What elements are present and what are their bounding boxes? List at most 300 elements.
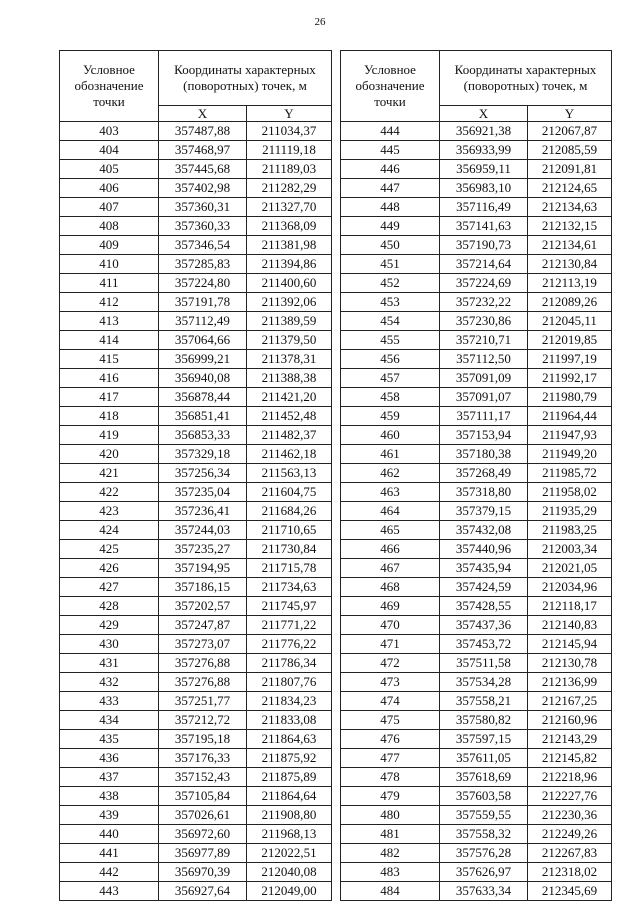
point-designation-header: Условное обозначение точки [60,51,159,122]
point-number-cell: 437 [60,768,159,787]
y-coordinate-cell: 212089,26 [528,293,612,312]
point-number-cell: 445 [341,141,440,160]
point-number-cell: 460 [341,426,440,445]
table-row [341,236,612,255]
point-number-cell: 448 [341,198,440,217]
table-row [60,863,332,882]
y-coordinate-cell: 211368,09 [247,217,332,236]
x-coordinate-cell: 356878,44 [159,388,247,407]
table-row [341,806,612,825]
y-coordinate-cell: 212267,83 [528,844,612,863]
x-coordinate-cell: 356933,99 [440,141,528,160]
x-coordinate-cell: 357318,80 [440,483,528,502]
y-column-header: Y [247,106,332,122]
y-coordinate-cell: 211875,92 [247,749,332,768]
x-coordinate-cell: 357360,31 [159,198,247,217]
table-row [341,369,612,388]
x-coordinate-cell: 357402,98 [159,179,247,198]
y-coordinate-cell: 211786,34 [247,654,332,673]
x-coordinate-cell: 356959,11 [440,160,528,179]
y-coordinate-cell: 211392,06 [247,293,332,312]
table-row [60,540,332,559]
y-column-header: Y [528,106,612,122]
y-coordinate-cell: 211964,44 [528,407,612,426]
table-row [341,293,612,312]
y-coordinate-cell: 211388,38 [247,369,332,388]
table-row [341,483,612,502]
y-coordinate-cell: 211189,03 [247,160,332,179]
point-number-cell: 429 [60,616,159,635]
y-coordinate-cell: 211563,13 [247,464,332,483]
point-number-cell: 432 [60,673,159,692]
point-number-cell: 478 [341,768,440,787]
point-number-cell: 415 [60,350,159,369]
point-number-cell: 471 [341,635,440,654]
y-coordinate-cell: 211985,72 [528,464,612,483]
table-row [60,331,332,350]
y-coordinate-cell: 212136,99 [528,673,612,692]
table-row [60,844,332,863]
x-coordinate-cell: 357558,32 [440,825,528,844]
point-number-cell: 406 [60,179,159,198]
point-number-cell: 425 [60,540,159,559]
table-row [341,445,612,464]
y-coordinate-cell: 212227,76 [528,787,612,806]
table-row [60,426,332,445]
table-row [60,635,332,654]
x-coordinate-cell: 357224,80 [159,274,247,293]
y-coordinate-cell: 211119,18 [247,141,332,160]
table-row [341,654,612,673]
point-number-cell: 417 [60,388,159,407]
table-row [341,730,612,749]
table-row [60,578,332,597]
x-coordinate-cell: 357235,27 [159,540,247,559]
y-coordinate-cell: 212003,34 [528,540,612,559]
table-row [60,217,332,236]
y-coordinate-cell: 211834,23 [247,692,332,711]
table-row [60,312,332,331]
y-coordinate-cell: 211482,37 [247,426,332,445]
x-coordinate-cell: 357534,28 [440,673,528,692]
y-coordinate-cell: 211958,02 [528,483,612,502]
y-coordinate-cell: 212140,83 [528,616,612,635]
x-coordinate-cell: 357230,86 [440,312,528,331]
x-coordinate-cell: 357111,17 [440,407,528,426]
table-row [60,521,332,540]
table-row [341,635,612,654]
y-coordinate-cell: 212130,84 [528,255,612,274]
x-coordinate-cell: 357329,18 [159,445,247,464]
point-number-cell: 463 [341,483,440,502]
x-coordinate-cell: 357105,84 [159,787,247,806]
x-coordinate-cell: 357210,71 [440,331,528,350]
y-coordinate-cell: 212113,19 [528,274,612,293]
y-coordinate-cell: 211327,70 [247,198,332,217]
y-coordinate-cell: 212249,26 [528,825,612,844]
table-row [60,730,332,749]
x-coordinate-cell: 357435,94 [440,559,528,578]
table-row [341,787,612,806]
y-coordinate-cell: 212145,82 [528,749,612,768]
point-number-cell: 458 [341,388,440,407]
point-number-cell: 461 [341,445,440,464]
point-number-cell: 414 [60,331,159,350]
x-coordinate-cell: 357153,94 [440,426,528,445]
x-coordinate-cell: 357379,15 [440,502,528,521]
point-number-cell: 451 [341,255,440,274]
point-number-cell: 484 [341,882,440,901]
table-row [60,749,332,768]
table-row [60,483,332,502]
y-coordinate-cell: 212118,17 [528,597,612,616]
point-number-cell: 434 [60,711,159,730]
table-row [60,616,332,635]
x-coordinate-cell: 357276,88 [159,673,247,692]
y-coordinate-cell: 211394,86 [247,255,332,274]
x-coordinate-cell: 356927,64 [159,882,247,901]
point-number-cell: 481 [341,825,440,844]
point-number-cell: 436 [60,749,159,768]
x-coordinate-cell: 357576,28 [440,844,528,863]
x-coordinate-cell: 357360,33 [159,217,247,236]
y-coordinate-cell: 212318,02 [528,863,612,882]
x-coordinate-cell: 357437,36 [440,616,528,635]
point-number-cell: 466 [341,540,440,559]
x-coordinate-cell: 357180,38 [440,445,528,464]
point-number-cell: 430 [60,635,159,654]
x-coordinate-cell: 357580,82 [440,711,528,730]
point-number-cell: 438 [60,787,159,806]
y-coordinate-cell: 211604,75 [247,483,332,502]
y-coordinate-cell: 211730,84 [247,540,332,559]
x-coordinate-cell: 357428,55 [440,597,528,616]
table-row [60,198,332,217]
x-coordinate-cell: 357276,88 [159,654,247,673]
table-row [60,597,332,616]
point-number-cell: 443 [60,882,159,901]
table-row [60,882,332,901]
table-row [341,521,612,540]
table-row [60,293,332,312]
point-number-cell: 457 [341,369,440,388]
point-number-cell: 469 [341,597,440,616]
table-row [341,274,612,293]
table-row [341,388,612,407]
y-coordinate-cell: 211776,22 [247,635,332,654]
y-coordinate-cell: 211421,20 [247,388,332,407]
coordinates-table-body [60,122,332,901]
y-coordinate-cell: 211282,29 [247,179,332,198]
x-coordinate-cell: 357190,73 [440,236,528,255]
y-coordinate-cell: 212034,96 [528,578,612,597]
point-number-cell: 428 [60,597,159,616]
point-number-cell: 455 [341,331,440,350]
point-number-cell: 447 [341,179,440,198]
x-coordinate-cell: 357432,08 [440,521,528,540]
table-row [341,464,612,483]
table-row [341,711,612,730]
y-coordinate-cell: 211379,50 [247,331,332,350]
y-coordinate-cell: 211389,59 [247,312,332,331]
x-coordinate-cell: 357244,03 [159,521,247,540]
x-coordinate-cell: 357235,04 [159,483,247,502]
point-number-cell: 412 [60,293,159,312]
x-coordinate-cell: 357273,07 [159,635,247,654]
x-coordinate-cell: 357232,22 [440,293,528,312]
point-number-cell: 468 [341,578,440,597]
y-coordinate-cell: 212134,63 [528,198,612,217]
x-coordinate-cell: 356851,41 [159,407,247,426]
y-coordinate-cell: 211400,60 [247,274,332,293]
y-coordinate-cell: 211381,98 [247,236,332,255]
table-row [60,274,332,293]
point-number-cell: 422 [60,483,159,502]
x-coordinate-cell: 357026,61 [159,806,247,825]
x-coordinate-cell: 357112,49 [159,312,247,331]
point-number-cell: 435 [60,730,159,749]
table-row [60,825,332,844]
x-coordinate-cell: 357112,50 [440,350,528,369]
x-coordinate-cell: 357202,57 [159,597,247,616]
x-coordinate-cell: 357611,05 [440,749,528,768]
table-row [341,141,612,160]
point-number-cell: 482 [341,844,440,863]
y-coordinate-cell: 212040,08 [247,863,332,882]
point-number-cell: 464 [341,502,440,521]
table-row [341,312,612,331]
table-row [341,616,612,635]
point-number-cell: 423 [60,502,159,521]
coordinates-table-body [341,122,612,901]
x-coordinate-cell: 357597,15 [440,730,528,749]
table-row [60,160,332,179]
x-coordinate-cell: 356972,60 [159,825,247,844]
x-coordinate-cell: 357618,69 [440,768,528,787]
point-number-cell: 426 [60,559,159,578]
point-number-cell: 441 [60,844,159,863]
x-coordinate-cell: 357212,72 [159,711,247,730]
table-row [341,198,612,217]
y-coordinate-cell: 212049,00 [247,882,332,901]
y-coordinate-cell: 212345,69 [528,882,612,901]
point-number-cell: 411 [60,274,159,293]
table-row [341,540,612,559]
table-row [341,597,612,616]
point-number-cell: 480 [341,806,440,825]
x-coordinate-cell: 357626,97 [440,863,528,882]
table-row [60,768,332,787]
x-coordinate-cell: 357141,63 [440,217,528,236]
x-coordinate-cell: 356921,38 [440,122,528,141]
point-number-cell: 419 [60,426,159,445]
coordinates-header: Координаты характерных (поворотных) точек, м [159,51,332,106]
point-number-cell: 420 [60,445,159,464]
point-number-cell: 446 [341,160,440,179]
y-coordinate-cell: 211983,25 [528,521,612,540]
x-coordinate-cell: 357186,15 [159,578,247,597]
point-number-cell: 408 [60,217,159,236]
point-number-cell: 483 [341,863,440,882]
table-row [341,844,612,863]
y-coordinate-cell: 212160,96 [528,711,612,730]
point-number-cell: 404 [60,141,159,160]
x-coordinate-cell: 357424,59 [440,578,528,597]
table-row [341,122,612,141]
x-coordinate-cell: 357453,72 [440,635,528,654]
x-coordinate-cell: 356977,89 [159,844,247,863]
y-coordinate-cell: 211875,89 [247,768,332,787]
y-coordinate-cell: 211771,22 [247,616,332,635]
y-coordinate-cell: 211968,13 [247,825,332,844]
x-coordinate-cell: 357285,83 [159,255,247,274]
x-coordinate-cell: 356983,10 [440,179,528,198]
table-row [60,559,332,578]
table-row [60,122,332,141]
table-row [60,711,332,730]
table-row [60,236,332,255]
table-row [341,407,612,426]
y-coordinate-cell: 211980,79 [528,388,612,407]
y-coordinate-cell: 212091,81 [528,160,612,179]
x-column-header: X [440,106,528,122]
table-row [60,673,332,692]
y-coordinate-cell: 211734,63 [247,578,332,597]
point-number-cell: 418 [60,407,159,426]
y-coordinate-cell: 212045,11 [528,312,612,331]
y-coordinate-cell: 211378,31 [247,350,332,369]
point-number-cell: 465 [341,521,440,540]
y-coordinate-cell: 211864,64 [247,787,332,806]
point-number-cell: 475 [341,711,440,730]
table-row [60,654,332,673]
table-row [341,559,612,578]
x-coordinate-cell: 357256,34 [159,464,247,483]
y-coordinate-cell: 212085,59 [528,141,612,160]
page-number: 26 [314,16,326,28]
y-coordinate-cell: 211034,37 [247,122,332,141]
point-number-cell: 439 [60,806,159,825]
point-number-cell: 427 [60,578,159,597]
x-coordinate-cell: 357195,18 [159,730,247,749]
coordinates-table-right [340,50,612,901]
x-coordinate-cell: 356940,08 [159,369,247,388]
table-row [60,464,332,483]
point-number-cell: 407 [60,198,159,217]
table-row [60,445,332,464]
x-coordinate-cell: 357236,41 [159,502,247,521]
y-coordinate-cell: 211833,08 [247,711,332,730]
x-coordinate-cell: 356853,33 [159,426,247,445]
x-coordinate-cell: 357511,58 [440,654,528,673]
y-coordinate-cell: 211745,97 [247,597,332,616]
y-coordinate-cell: 212019,85 [528,331,612,350]
x-coordinate-cell: 356999,21 [159,350,247,369]
table-row [60,806,332,825]
point-number-cell: 449 [341,217,440,236]
point-number-cell: 416 [60,369,159,388]
x-coordinate-cell: 357468,97 [159,141,247,160]
point-number-cell: 421 [60,464,159,483]
table-row [341,331,612,350]
table-row [60,502,332,521]
table-row [341,217,612,236]
y-coordinate-cell: 212134,61 [528,236,612,255]
y-coordinate-cell: 212230,36 [528,806,612,825]
table-row [60,255,332,274]
point-number-cell: 450 [341,236,440,255]
coordinates-header: Координаты характерных (поворотных) точек, м [440,51,612,106]
table-row [341,578,612,597]
x-coordinate-cell: 357268,49 [440,464,528,483]
table-row [341,255,612,274]
x-coordinate-cell: 357247,87 [159,616,247,635]
point-number-cell: 444 [341,122,440,141]
x-coordinate-cell: 357214,64 [440,255,528,274]
x-coordinate-cell: 357346,54 [159,236,247,255]
y-coordinate-cell: 211462,18 [247,445,332,464]
table-row [341,160,612,179]
y-coordinate-cell: 212130,78 [528,654,612,673]
x-coordinate-cell: 357251,77 [159,692,247,711]
y-coordinate-cell: 211715,78 [247,559,332,578]
y-coordinate-cell: 211807,76 [247,673,332,692]
point-number-cell: 413 [60,312,159,331]
x-coordinate-cell: 357440,96 [440,540,528,559]
point-number-cell: 459 [341,407,440,426]
x-coordinate-cell: 356970,39 [159,863,247,882]
table-row [341,882,612,901]
point-number-cell: 403 [60,122,159,141]
point-number-cell: 479 [341,787,440,806]
x-coordinate-cell: 357487,88 [159,122,247,141]
point-number-cell: 473 [341,673,440,692]
point-number-cell: 454 [341,312,440,331]
point-number-cell: 409 [60,236,159,255]
point-number-cell: 440 [60,825,159,844]
y-coordinate-cell: 212145,94 [528,635,612,654]
table-row [341,502,612,521]
table-row [60,787,332,806]
x-coordinate-cell: 357603,58 [440,787,528,806]
point-number-cell: 472 [341,654,440,673]
table-row [60,407,332,426]
point-number-cell: 452 [341,274,440,293]
y-coordinate-cell: 211949,20 [528,445,612,464]
table-row [341,768,612,787]
y-coordinate-cell: 212022,51 [247,844,332,863]
y-coordinate-cell: 211864,63 [247,730,332,749]
point-number-cell: 433 [60,692,159,711]
table-row [341,825,612,844]
point-number-cell: 442 [60,863,159,882]
x-coordinate-cell: 357194,95 [159,559,247,578]
y-coordinate-cell: 212021,05 [528,559,612,578]
table-row [60,692,332,711]
point-number-cell: 477 [341,749,440,768]
table-row [60,369,332,388]
point-number-cell: 405 [60,160,159,179]
point-number-cell: 410 [60,255,159,274]
y-coordinate-cell: 211997,19 [528,350,612,369]
point-number-cell: 474 [341,692,440,711]
x-column-header: X [159,106,247,122]
table-row [60,141,332,160]
x-coordinate-cell: 357191,78 [159,293,247,312]
point-number-cell: 453 [341,293,440,312]
y-coordinate-cell: 212167,25 [528,692,612,711]
y-coordinate-cell: 211710,65 [247,521,332,540]
